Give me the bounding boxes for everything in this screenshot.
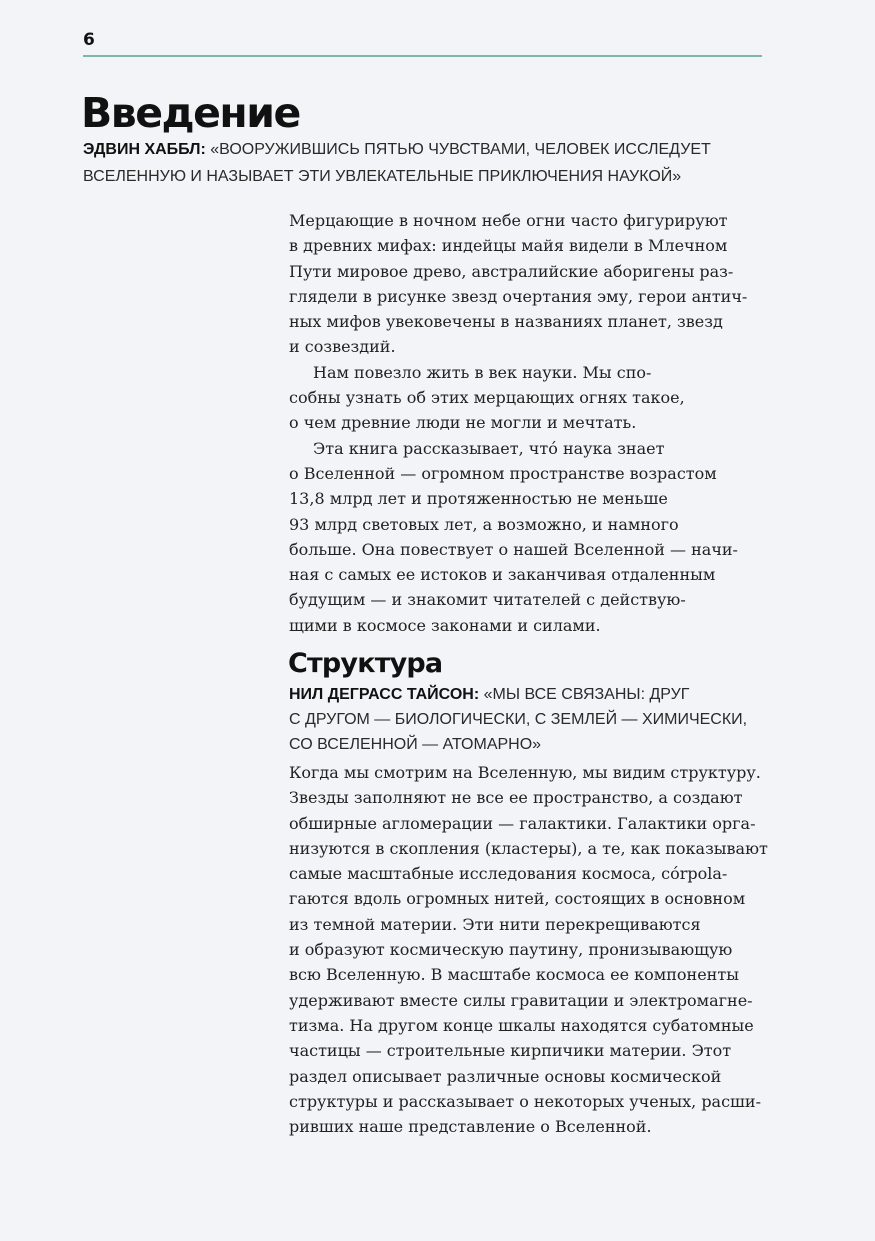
epigraph-tyson [289,682,759,757]
text-line: структуры и рассказывает о некоторых ученых, расши- [289,1091,761,1111]
epigraph-text: «МЫ ВСЕ СВЯЗАНЫ: ДРУГ [483,686,690,703]
text-line: собны узнать об этих мерцающих огнях такое, [289,388,685,408]
text-line: частицы — строительные кирпичики материи. Этот [289,1041,732,1061]
epigraph-author: ЭДВИН ХАББЛ: [83,141,206,158]
introduction-body [289,208,769,638]
text-line: низуются в скопления (кластеры), а те, как показывают [289,838,768,858]
text-line: Когда мы смотрим на Вселенную, мы видим структуру. [289,763,761,782]
text-line: из темной материи. Эти нити перекрещиваются [289,914,701,934]
text-line: самые масштабные исследования космоса, córpola- [289,864,728,884]
page-number: 6 [83,30,95,50]
epigraph-hubble [83,136,711,190]
text-line: Мерцающие в ночном небе огни часто фигурируют [289,211,728,230]
text-line: 93 млрд световых лет, а возможно, и намного [289,514,679,534]
text-line: Звезды заполняют не все ее пространство, а создают [289,788,743,808]
text-line: щими в космосе законами и силами. [289,615,601,635]
text-line: раздел описывает различные основы космической [289,1066,722,1086]
text-line: гаются вдоль огромных нитей, состоящих в основном [289,889,746,909]
text-line: тизма. На другом конце шкалы находятся субатомные [289,1015,754,1035]
section-title-structure: Структура [288,648,443,679]
text-line: обширные агломерации — галактики. Галактики орга- [289,813,756,833]
text-line: о Вселенной — огромном пространстве возрастом [289,463,717,483]
epigraph-text: «ВООРУЖИВШИСЬ ПЯТЬЮ ЧУВСТВАМИ, ЧЕЛОВЕК ИССЛЕДУЕТ [210,141,711,158]
text-line: будущим — и знакомит читателей с действую- [289,590,686,610]
text-line: о чем древние люди не могли и мечтать. [289,413,637,433]
text-line: ных мифов увековечены в названиях планет, звезд [289,312,723,332]
structure-body [289,760,769,1139]
epigraph-line: СО ВСЕЛЕННОЙ — АТОМАРНО» [289,736,542,753]
text-line: глядели в рисунке звезд очертания эму, герои антич- [289,286,748,306]
text-line: больше. Она повествует о нашей Вселенной — начи- [289,539,738,559]
header-divider [83,55,762,57]
epigraph-line [83,136,711,163]
epigraph-line: ВСЕЛЕННУЮ И НАЗЫВАЕТ ЭТИ УВЛЕКАТЕЛЬНЫЕ ПРИКЛЮЧЕНИЯ НАУКОЙ» [83,168,682,185]
text-line: Эта книга рассказывает, что́ наука знает [313,438,665,458]
text-line: удерживают вместе силы гравитации и электромагне- [289,990,753,1010]
text-line: Пути мировое древо, австралийские аборигены раз- [289,261,734,281]
text-line: в древних мифах: индейцы майя видели в Млечном [289,236,728,256]
text-line: 13,8 млрд лет и протяженностью не меньше [289,489,668,509]
text-line: Нам повезло жить в век науки. Мы спо- [313,362,652,382]
epigraph-line [289,682,759,707]
text-line: ная с самых ее истоков и заканчивая отдаленным [289,565,716,585]
epigraph-line: С ДРУГОМ — БИОЛОГИЧЕСКИ, С ЗЕМЛЕЙ — ХИМИЧЕСКИ, [289,711,748,728]
section-title-introduction: Введение [81,89,300,137]
text-line: ривших наше представление о Вселенной. [289,1117,652,1137]
epigraph-author: НИЛ ДЕГРАСС ТАЙСОН: [289,686,480,703]
text-line: всю Вселенную. В масштабе космоса ее компоненты [289,965,739,985]
text-line: и образуют космическую паутину, пронизывающую [289,940,733,960]
text-line: и созвездий. [289,337,396,357]
